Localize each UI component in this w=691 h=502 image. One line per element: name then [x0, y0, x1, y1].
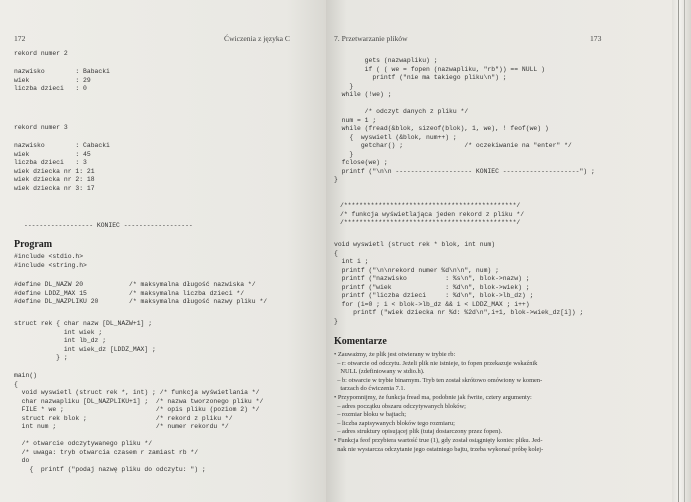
text-line: printf ("nie ma takiego pliku\n") ; — [334, 74, 507, 81]
main-block — [14, 372, 263, 474]
text-line: main() — [14, 372, 38, 379]
text-line: liczba dzieci : 0 — [14, 85, 87, 92]
text-line — [334, 100, 595, 109]
text-line: int wiek_dz [LDDZ_MAX] ; — [14, 345, 156, 353]
text-line: if ( ( we = fopen (nazwapliku, "rb")) == NULL ) — [334, 65, 545, 73]
end-line: ------------------ KONIEC ------------------ — [24, 222, 193, 229]
text-line: } — [334, 317, 338, 325]
text-line: /*********************************************/ — [340, 219, 521, 226]
text-line: while (fread(&blok, sizeof(blok), 1, we), ! feof(we) ) — [334, 125, 549, 132]
text-line: – adres początku obszaru odczytywanych bloków; — [334, 402, 466, 410]
left-page-number: 172 — [14, 34, 26, 43]
text-line: for (i=0 ; i < blok->lb_dz && i < LDDZ_MAX ; i++) — [334, 300, 530, 308]
text-line: #include <stdio.h> — [14, 253, 84, 260]
text-line: NULL (zdefiniowany w stdio.h). — [334, 368, 425, 376]
text-line: int wiek ; — [14, 328, 103, 336]
text-line: wiek : 45 — [14, 150, 91, 158]
text-line: wiek : 29 — [14, 76, 91, 84]
text-line: { — [334, 249, 338, 257]
text-line: while (!we) ; — [334, 91, 392, 98]
text-line: #define DL_NAZPLIKU 20 /* maksymalna długość nazwy pliku */ — [14, 298, 268, 305]
text-line: { printf ("podaj nazwę pliku do odczytu: ") ; — [14, 465, 206, 473]
text-line: char nazwapliku [DL_NAZPLIKU+1] ; /* nazwa tworzonego pliku */ — [14, 397, 264, 405]
text-line: struct rek { char nazw [DL_NAZW+1] ; — [14, 320, 153, 327]
comment-box — [340, 202, 524, 228]
text-line: – b: otwarcie w trybie binarnym. Tryb ten został skrótowo omówiony w komen- — [334, 376, 543, 384]
text-line: /* odczyt danych z pliku */ — [334, 108, 469, 115]
text-line: nak nie wystarcza odczytanie jego ostatniego bajtu, trzeba wykonać próbę kolej- — [334, 445, 544, 453]
text-line: – r: otwarcie od odczytu. Jeżeli plik nie istnieje, to fopen przekazuje wskaźnik — [334, 359, 538, 367]
text-line — [14, 432, 263, 441]
text-line: #define LDDZ_MAX 15 /* maksymalna liczba dzieci */ — [14, 289, 245, 297]
text-line: /* uwaga: tryb otwarcia czasem r zamiast rb */ — [14, 448, 199, 456]
defines-block — [14, 281, 267, 307]
text-line: – rozmiar bloku w bajtach; — [334, 411, 407, 419]
section-title-program: Program — [14, 239, 53, 250]
text-line: /* otwarcie odczytywanego pliku */ — [14, 440, 153, 447]
includes-block — [14, 253, 87, 270]
text-line: printf ("\n\n -------------------- KONIEC --------------------") ; — [334, 167, 595, 175]
text-line: } — [334, 176, 338, 183]
text-line: – adres struktury opisującej plik (tutaj dostarczony przez fopen). — [334, 428, 503, 436]
text-line: num = 1 ; — [334, 116, 377, 124]
text-line: gets (nazwapliku) ; — [334, 57, 438, 64]
text-line: getchar() ; /* oczekiwanie na "enter" */ — [334, 142, 572, 149]
function-block — [334, 241, 583, 326]
text-line: fclose(we) ; — [334, 159, 388, 166]
record3-block — [14, 142, 110, 193]
text-line: – liczba zapisywanych bloków tego rozmiaru; — [334, 419, 455, 427]
text-line: FILE * we ; /* opis pliku (poziom 2) */ — [14, 406, 260, 413]
text-line: wiek dziecka nr 2: 18 — [14, 176, 95, 183]
text-line: printf ("wiek dziecka nr %d: %2d\n",i+1, blok->wiek_dz[i]) ; — [334, 309, 584, 316]
page-edge — [672, 0, 691, 502]
text-line: nazwisko : Cabacki — [14, 142, 110, 149]
text-line: } — [334, 82, 354, 90]
right-running-head: 7. Przetwarzanie plików — [334, 34, 408, 43]
right-page-number: 173 — [590, 34, 602, 43]
text-line: { — [14, 380, 18, 388]
edge-line — [678, 0, 679, 502]
edge-line — [684, 0, 685, 502]
text-line: int num ; /* numer rekordu */ — [14, 423, 229, 430]
code-top-block — [334, 57, 595, 185]
right-page — [326, 0, 672, 502]
record2-block — [14, 68, 110, 94]
text-line: } ; — [14, 354, 68, 361]
text-line: int lb_dz ; — [14, 337, 107, 344]
text-line: do — [14, 457, 30, 464]
text-line: • Funkcja feof przybiera wartość true (1), gdy został osiągnięty koniec pliku. Jed- — [334, 436, 543, 444]
text-line: struct rek blok ; /* rekord z pliku */ — [14, 414, 233, 422]
text-line: tarzach do ćwiczenia 7.1. — [334, 385, 406, 393]
section-title-komentarze: Komentarze — [334, 336, 387, 347]
text-line: printf ("nazwisko : %s\n", blok->nazw) ; — [334, 275, 530, 282]
text-line: void wyswietl (struct rek * blok, int num) — [334, 241, 496, 248]
text-line: • Zauważmy, że plik jest otwierany w trybie rb: — [334, 351, 456, 358]
text-line: printf ("wiek : %d\n", blok->wiek) ; — [334, 283, 530, 291]
text-line: } — [334, 150, 354, 158]
text-line: { wyswietl (&blok, num++) ; — [334, 133, 457, 141]
text-line: #define DL_NAZW 20 /* maksymalna długość nazwiska */ — [14, 281, 256, 288]
text-line: nazwisko : Babacki — [14, 68, 110, 75]
comments-block — [334, 351, 543, 454]
text-line: printf ("\n\nrekord numer %d\n\n", num) ; — [334, 266, 499, 274]
struct-block — [14, 320, 156, 363]
text-line: int i ; — [334, 258, 369, 265]
record2-title: rekord numer 2 — [14, 50, 68, 57]
text-line: void wyswietl (struct rek *, int) ; /* funkcja wyświetlania */ — [14, 389, 260, 396]
left-running-head: Ćwiczenia z języka C — [224, 34, 290, 43]
text-line: wiek dziecka nr 1: 21 — [14, 167, 95, 175]
text-line: wiek dziecka nr 3: 17 — [14, 184, 95, 192]
text-line: printf ("liczba dzieci : %d\n", blok->lb_dz) ; — [334, 292, 534, 299]
text-line: /*********************************************/ — [340, 202, 521, 209]
text-line: • Przypomnijmy, że funkcja fread ma, podobnie jak fwrite, cztery argumenty: — [334, 393, 532, 401]
left-page — [0, 0, 326, 502]
text-line: /* funkcja wyświetlająca jeden rekord z pliku */ — [340, 210, 525, 218]
text-line: liczba dzieci : 3 — [14, 159, 87, 166]
record3-title: rekord numer 3 — [14, 124, 68, 131]
text-line: #include <string.h> — [14, 261, 87, 269]
